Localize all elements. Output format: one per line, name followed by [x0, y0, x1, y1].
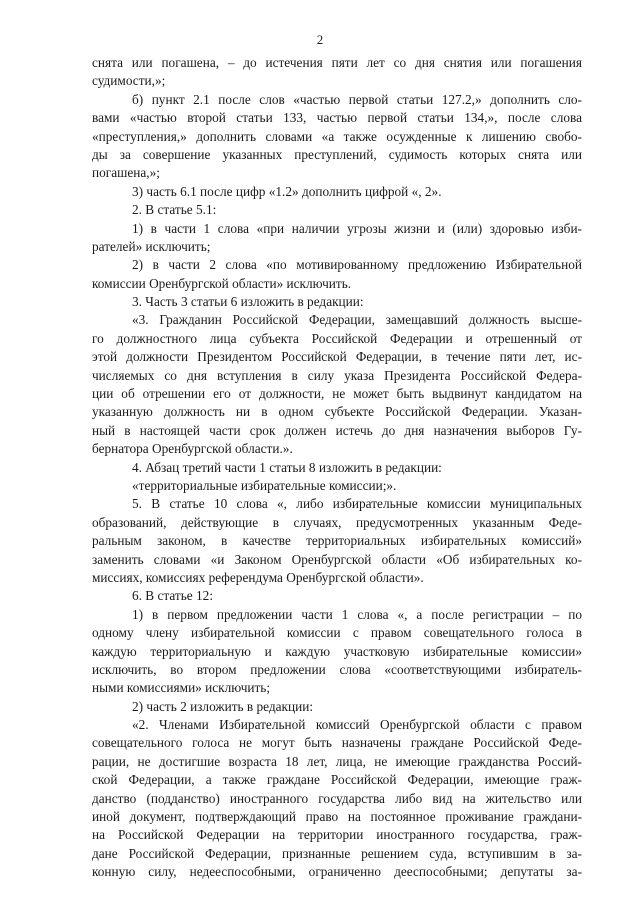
document-body [92, 54, 582, 882]
text-line: го должностного лица субъекта Российской Федерации и отрешенный от [92, 330, 582, 346]
text-line: 6. В статье 12: [132, 588, 214, 604]
text-line: совещательного голоса не могут быть назначены граждане Российской Феде- [92, 735, 582, 751]
text-line: образований, действующие в случаях, предусмотренных указанным Феде- [92, 514, 582, 530]
text-line: каждую территориальную и каждую участковую избирательные комиссии» [92, 643, 582, 659]
text-line: погашена,»; [92, 165, 160, 181]
text-line: «3. Гражданин Российской Федерации, замещавший должность высше- [132, 312, 582, 328]
text-line: «преступления,» дополнить словами «а также осужденные к лишению свобо- [92, 128, 582, 144]
text-line: рации, не достигшие возраста 18 лет, лица, не имеющие гражданства Россий- [92, 753, 582, 769]
text-line: рателей» исключить; [92, 238, 211, 254]
text-line: исключить, во втором предложении слова «соответствующими избиратель- [92, 661, 582, 677]
text-line: ральным законом, в качестве территориальных избирательных комиссий» [92, 533, 582, 549]
text-line: 3) часть 6.1 после цифр «1.2» дополнить цифрой «, 2». [132, 183, 442, 199]
text-line: 4. Абзац третий части 1 статьи 8 изложить в редакции: [132, 459, 442, 475]
page-number: 2 [316, 32, 324, 47]
text-line: указанную должность ни в одном субъекте Российской Федерации. Указан- [92, 404, 582, 420]
text-line: 3. Часть 3 статьи 6 изложить в редакции: [132, 294, 364, 310]
text-line: «2. Членами Избирательной комиссий Оренбургской области с правом [132, 717, 582, 733]
text-line: 2) в части 2 слова «по мотивированному предложению Избирательной [132, 257, 582, 273]
text-line: 1) в части 1 слова «при наличии угрозы жизни и (или) здоровью изби- [132, 220, 582, 236]
text-line: числяемых со дня вступления в силу указа Президента Российской Федера- [92, 367, 582, 383]
text-line: ды за совершение указанных преступлений, судимость которых снята или [92, 146, 582, 162]
text-line: ской Федерации, а также граждане Российской Федерации, имеющие граж- [92, 772, 582, 788]
text-line: иной документ, подтверждающий право на постоянное проживание граждани- [92, 809, 582, 825]
text-line: этой должности Президентом Российской Федерации, в течение пяти лет, ис- [92, 349, 582, 365]
text-line: бернатора Оренбургской области.». [92, 441, 293, 457]
text-line: одному члену избирательной комиссии с правом совещательного голоса в [92, 625, 582, 641]
text-line: конную силу, недееспособными, ограниченно дееспособными; депутаты за- [92, 864, 582, 880]
text-line: снята или погашена, – до истечения пяти лет со дня снятия или погашения [92, 55, 582, 70]
text-line: 2. В статье 5.1: [132, 202, 217, 218]
text-line: судимости,»; [92, 73, 166, 89]
text-line: дане Российской Федерации, признанные решением суда, вступившим в за- [92, 845, 582, 861]
text-line: ный в настоящей части срок должен истечь до дня назначения выборов Гу- [92, 422, 582, 438]
text-line: 2) часть 2 изложить в редакции: [132, 698, 314, 714]
text-line: данство (подданство) иностранного государства либо вид на жительство или [92, 790, 582, 806]
text-line: ными комиссиями» исключить; [92, 680, 271, 696]
text-line: миссиях, комиссиях референдума Оренбургской области». [92, 569, 424, 585]
text-line: вами «частью второй статьи 133, частью первой статьи 134,», после слова [92, 110, 582, 126]
text-line: «территориальные избирательные комиссии;». [132, 477, 397, 493]
text-line: заменить словами «и Законом Оренбургской области «Об избирательных ко- [92, 551, 582, 567]
text-line: на Российской Федерации на территории иностранного государства, граж- [92, 827, 582, 843]
text-line: ции об отрешении его от должности, не может быть выдвинут кандидатом на [92, 386, 582, 402]
text-line: комиссии Оренбургской области» исключить. [92, 275, 352, 291]
text-line: 1) в первом предложении части 1 слова «, а после регистрации – по [132, 606, 582, 622]
text-line: 5. В статье 10 слова «, либо избирательные комиссии муниципальных [132, 496, 582, 512]
text-line: б) пункт 2.1 после слов «частью первой статьи 127.2,» дополнить сло- [132, 91, 582, 107]
